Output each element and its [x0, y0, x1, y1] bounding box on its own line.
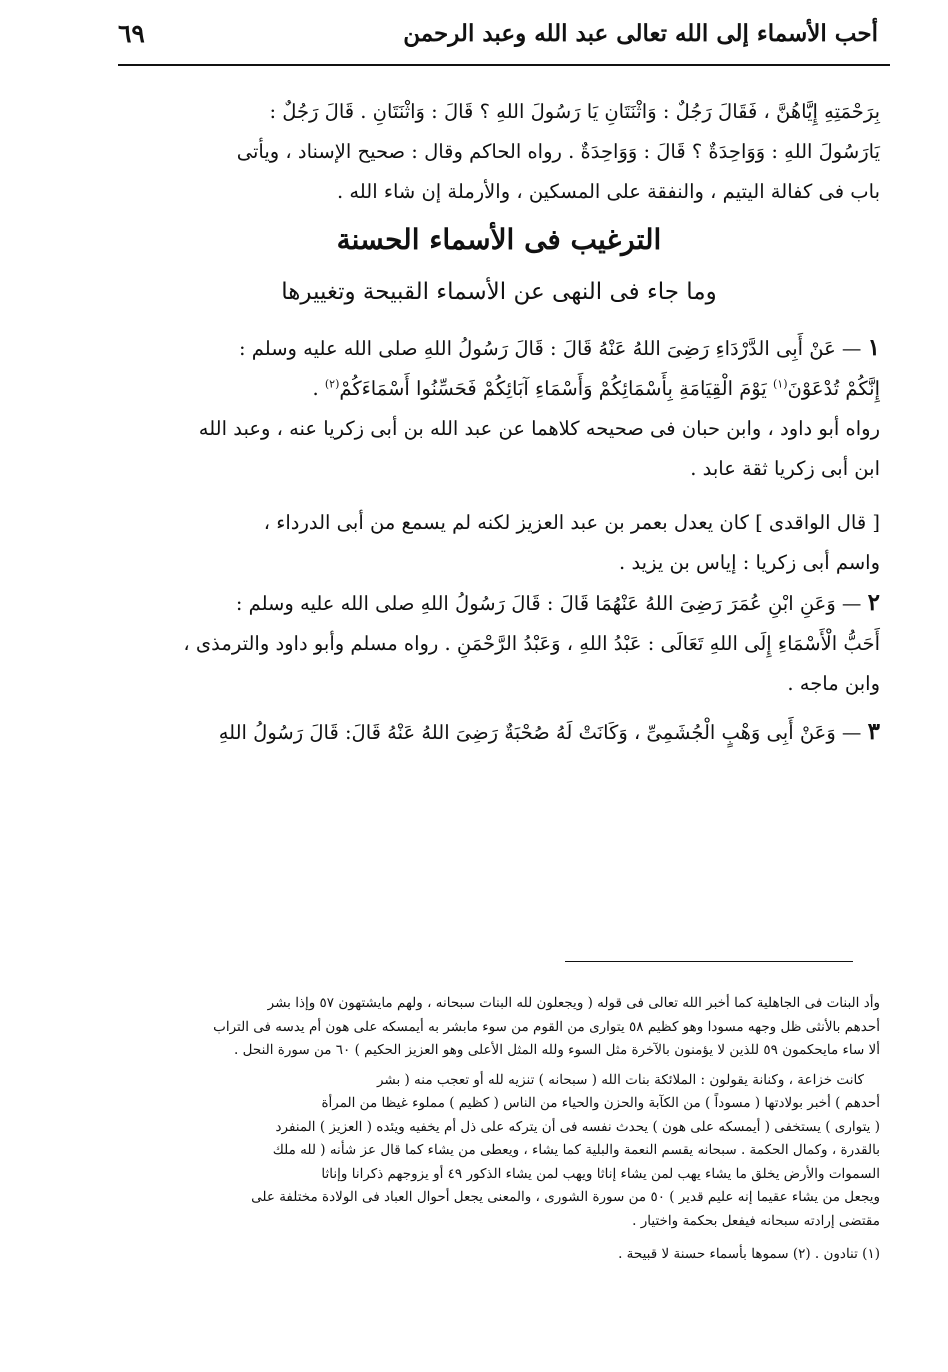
footnote-line: أحدهم ) أخبر بولادتها ( مسوداً ) من الكآبة والحزن والحياء من الناس ( كظيم ) مملوء غيظا من المرأة [321, 1095, 880, 1111]
hadith-2-number: ٢ [867, 589, 880, 616]
footnote-divider [565, 961, 853, 962]
hadith-3-line-1 [118, 712, 880, 753]
intro-line-1: بِرَحْمَتِهِ إِيَّاهُنَّ ، فَقَالَ رَجُلٌ : وَاثْنَتَانِ يَا رَسُولَ اللهِ ؟ قَالَ : وَاثْنَتَانِ . قَالَ رَجُلٌ : [269, 100, 880, 123]
hadith-3-number: ٣ [867, 718, 880, 745]
section-subtitle: وما جاء فى النهى عن الأسماء القبيحة وتغييرها [281, 279, 717, 305]
hadith-2-line-3: وابن ماجه . [787, 672, 880, 695]
footnote-line: أحدهم بالأنثى ظل وجهه مسودا وهو كظيم ٥٨ يتوارى من القوم من سوء مابشر به أيمسكه على هون أم يدسه فى التراب [213, 1018, 880, 1035]
hadith-1-text-b: يَوْمَ الْقِيَامَةِ بِأَسْمَائِكُمْ وَأَسْمَاءِ آبَائِكُمْ فَحَسِّنُوا أَسْمَاءَكُمْ [339, 377, 767, 400]
footnote-line: كانت خزاعة ، وكنانة يقولون : الملائكة بنات الله ( سبحانه ) تنزيه لله أو تعجب منه ( بشر [376, 1071, 864, 1088]
footnotes [118, 992, 880, 1267]
header-divider [118, 64, 890, 66]
hadith-1-line-4: ابن أبى زكريا ثقة عابد . [690, 457, 880, 480]
intro-line-3: باب فى كفالة اليتيم ، والنفقة على المسكين ، والأرملة إن شاء الله . [336, 180, 880, 203]
footnote-line: وأد البنات فى الجاهلية كما أخبر الله تعالى فى قوله ( ويجعلون لله البنات سبحانه ، ولهم مايشتهون ٥٧ وإذا بشر [267, 995, 880, 1011]
footnote-ref-1: (١) [773, 377, 788, 391]
footnote-references: (١) تنادون . (٢) سموها بأسماء حسنة لا قبيحة . [618, 1246, 880, 1262]
hadith-1-line-2 [118, 369, 880, 409]
main-text [118, 92, 880, 753]
footnote-line: ألا ساء مايحكمون ٥٩ للذين لا يؤمنون بالآخرة مثل السوء ولله المثل الأعلى وهو العزيز الحكيم ) ٦٠ من سورة النحل . [234, 1042, 880, 1058]
hadith-1-text-a: إِنَّكُمْ تُدْعَوْنَ [787, 377, 880, 400]
running-title: أحب الأسماء إلى الله تعالى عبد الله وعبد الرحمن [403, 19, 878, 47]
hadith-2-line-2: أَحَبُّ الْأَسْمَاءِ إِلَى اللهِ تَعَالَى : عَبْدُ اللهِ ، وَعَبْدُ الرَّحْمَنِ . رواه مسلم وأبو داود والترمذى ، [183, 632, 880, 655]
hadith-2-text: — وَعَنِ ابْنِ عُمَرَ رَضِىَ اللهُ عَنْهُمَا قَالَ : قَالَ رَسُولُ اللهِ صلى الله عليه وسلم : [235, 592, 862, 615]
footnote-line: السموات والأرض يخلق ما يشاء يهب لمن يشاء إناثا ويهب لمن يشاء الذكور ٤٩ أو يزوجهم ذكرانا وإناثا [321, 1165, 880, 1182]
footnote-ref-2: (٢) [324, 377, 340, 391]
footnote-line: ويجعل من يشاء عقيما إنه عليم قدير ) ٥٠ من سورة الشورى ، والمعنى يجعل أحوال العباد فى الولادة مختلفة على [251, 1189, 880, 1205]
section-title: الترغيب فى الأسماء الحسنة [336, 223, 662, 256]
hadith-1-number: ١ [867, 334, 880, 361]
hadith-1-text-c: . [312, 377, 319, 400]
hadith-1-text: — عَنْ أَبِى الدَّرْدَاءِ رَضِىَ اللهُ عَنْهُ قَالَ : قَالَ رَسُولُ اللهِ صلى الله عليه وسلم : [239, 337, 862, 360]
footnote-line: ( يتوارى ) يستخفى ( أيمسكه على هون ) يحدث نفسه فى أن يتركه على ذل أم يخفيه ويئده ( العزيز ) المنفرد [275, 1118, 880, 1135]
footnote-line: بالقدرة ، وكمال الحكمة . سبحانه يقسم النعمة والبلية كما يشاء ، ويعطى من يشاء كما قال عز شأنه ( لله ملك [272, 1142, 880, 1158]
footnote-line: مقتضى إرادته سبحانه فيفعل بحكمة واختيار . [632, 1212, 880, 1229]
intro-line-2: يَارَسُولَ اللهِ : وَوَاحِدَةٌ ؟ قَالَ : وَوَاحِدَةٌ . رواه الحاكم وقال : صحيح الإسناد ، ويأتى [236, 140, 880, 163]
page-header [118, 8, 878, 58]
hadith-3-text: — وَعَنْ أَبِى وَهْبٍ الْجُشَمِىِّ ، وَكَانَتْ لَهُ صُحْبَةٌ رَضِىَ اللهُ عَنْهُ قَالَ: قَالَ رَسُولُ اللهِ [218, 721, 862, 744]
hadith-2-line-1 [118, 583, 880, 624]
page-number: ٦٩ [118, 18, 145, 48]
hadith-1-line-1 [118, 328, 880, 369]
note-line-1: [ قال الواقدى ] كان يعدل بعمر بن عبد العزيز لكنه لم يسمع من أبى الدرداء ، [263, 511, 880, 534]
hadith-1-line-3: رواه أبو داود ، وابن حبان فى صحيحه كلاهما عن عبد الله بن أبى زكريا عنه ، وعبد الله [198, 417, 880, 440]
note-line-2: واسم أبى زكريا : إياس بن يزيد . [619, 551, 880, 574]
